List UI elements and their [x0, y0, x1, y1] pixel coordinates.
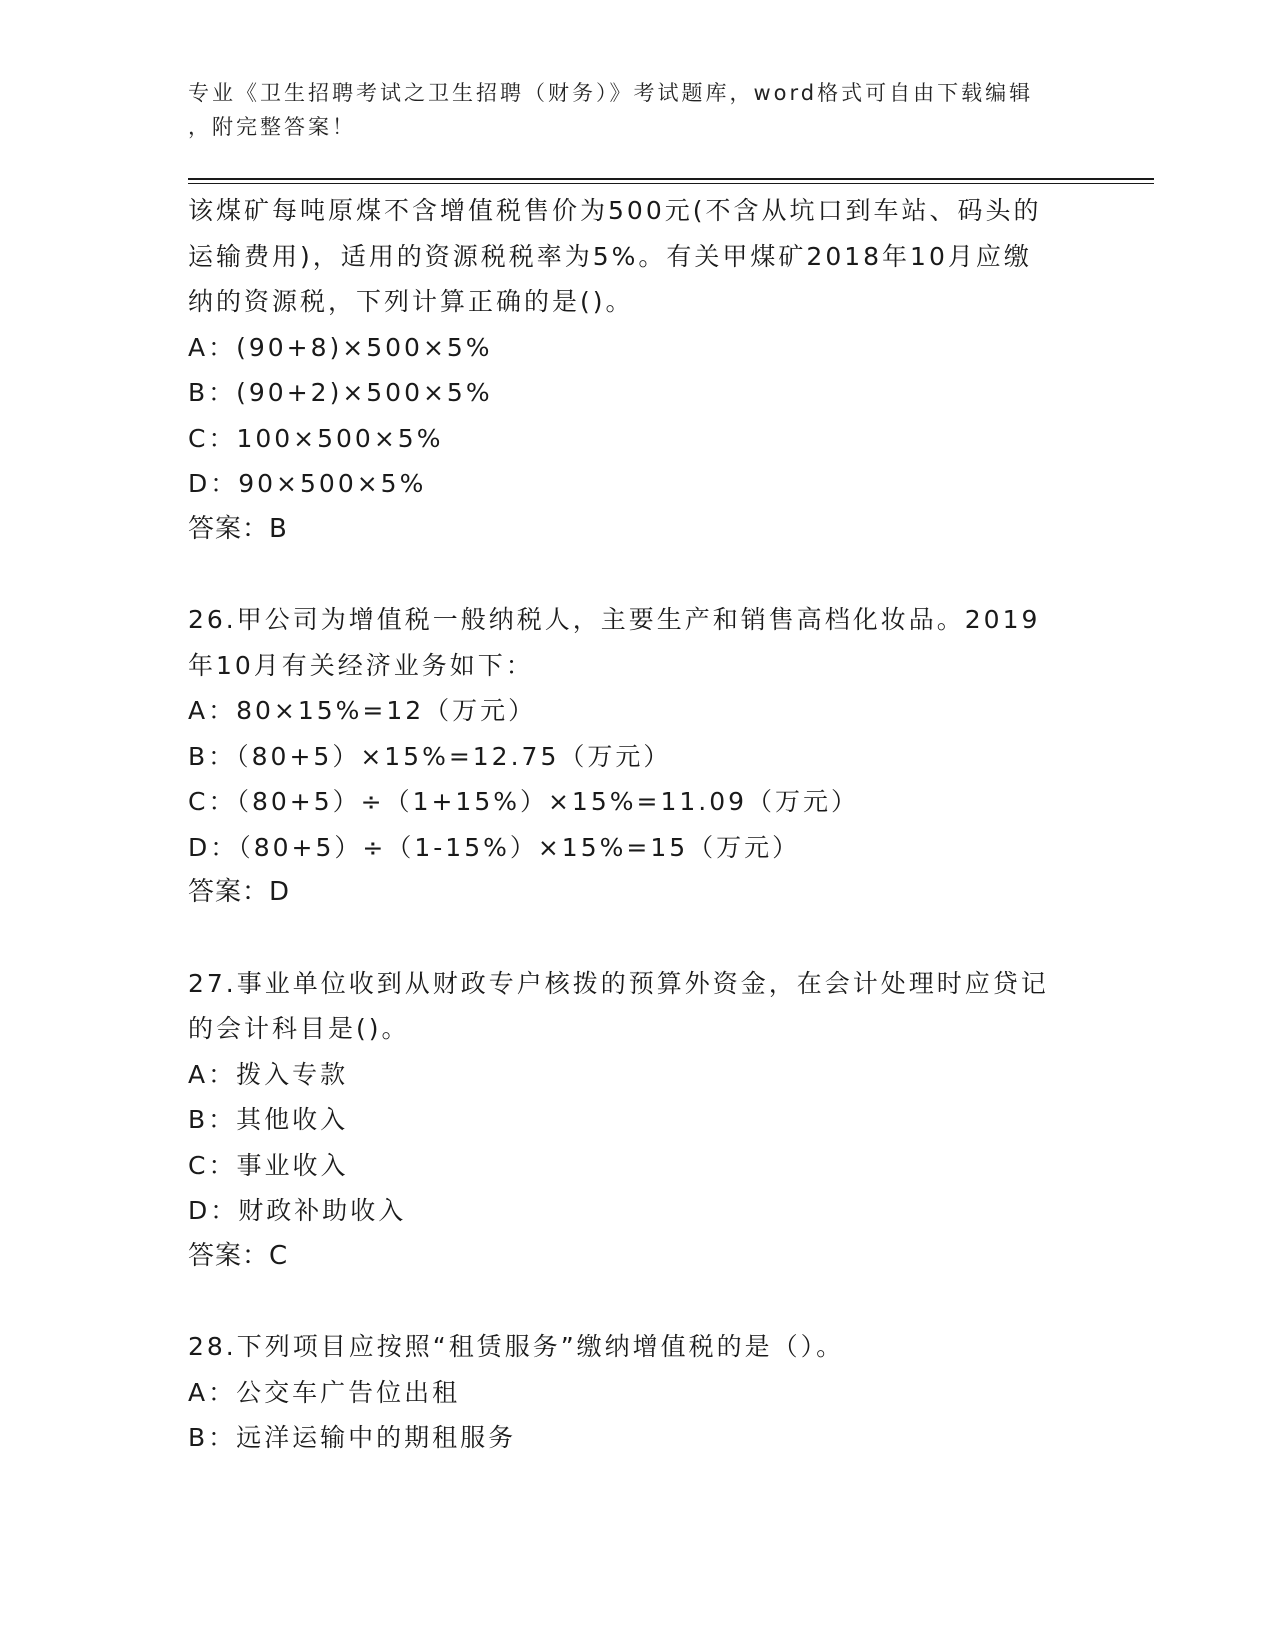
question-text-line: 该煤矿每吨原煤不含增值税售价为500元(不含从坑口到车站、码头的: [188, 196, 1042, 225]
answer-line: 答案：D: [188, 877, 291, 907]
option-d: D：财政补助收入: [188, 1196, 407, 1225]
question-content: [188, 188, 1088, 1461]
option-b: B：远洋运输中的期租服务: [188, 1423, 517, 1452]
header-title-line-2: ，附完整答案！: [188, 115, 356, 139]
option-a: A：公交车广告位出租: [188, 1377, 461, 1407]
question-text-line: 年10月有关经济业务如下：: [188, 650, 534, 680]
header-rule-thick: [188, 178, 1154, 180]
answer-line: 答案：B: [188, 513, 288, 544]
option-a: A：(90+8)×500×5%: [188, 332, 493, 362]
header-title-line-1: 专业《卫生招聘考试之卫生招聘（财务）》考试题库，word格式可自由下载编辑: [188, 81, 1034, 105]
option-b: B：(90+2)×500×5%: [188, 378, 493, 407]
option-d: D：90×500×5%: [188, 469, 427, 498]
option-c: C：事业收入: [188, 1150, 349, 1180]
option-d: D：（80+5）÷（1-15%）×15%=15（万元）: [188, 832, 801, 862]
answer-line: 答案：C: [188, 1240, 289, 1271]
question-text-line: 26.甲公司为增值税一般纳税人，主要生产和销售高档化妆品。2019: [188, 605, 1041, 634]
question-25: [188, 188, 1088, 552]
question-text-line: 纳的资源税，下列计算正确的是()。: [188, 287, 634, 316]
option-c: C：100×500×5%: [188, 423, 444, 453]
question-text-line: 运输费用)，适用的资源税税率为5%。有关甲煤矿2018年10月应缴: [188, 241, 1032, 271]
option-c: C：（80+5）÷（1+15%）×15%=11.09（万元）: [188, 787, 860, 816]
question-26: [188, 597, 1088, 916]
question-28: [188, 1324, 1088, 1461]
question-27: [188, 961, 1088, 1280]
option-b: B：（80+5）×15%=12.75（万元）: [188, 741, 672, 771]
document-header: [188, 76, 1068, 144]
option-a: A：拨入专款: [188, 1059, 349, 1089]
option-b: B：其他收入: [188, 1105, 349, 1134]
question-text-line: 的会计科目是()。: [188, 1014, 410, 1043]
option-a: A：80×15%=12（万元）: [188, 696, 537, 725]
question-text-line: 27.事业单位收到从财政专户核拨的预算外资金，在会计处理时应贷记: [188, 968, 1049, 998]
question-text-line: 28.下列项目应按照“租赁服务”缴纳增值税的是（）。: [188, 1332, 845, 1361]
header-rule-thin: [188, 183, 1154, 184]
